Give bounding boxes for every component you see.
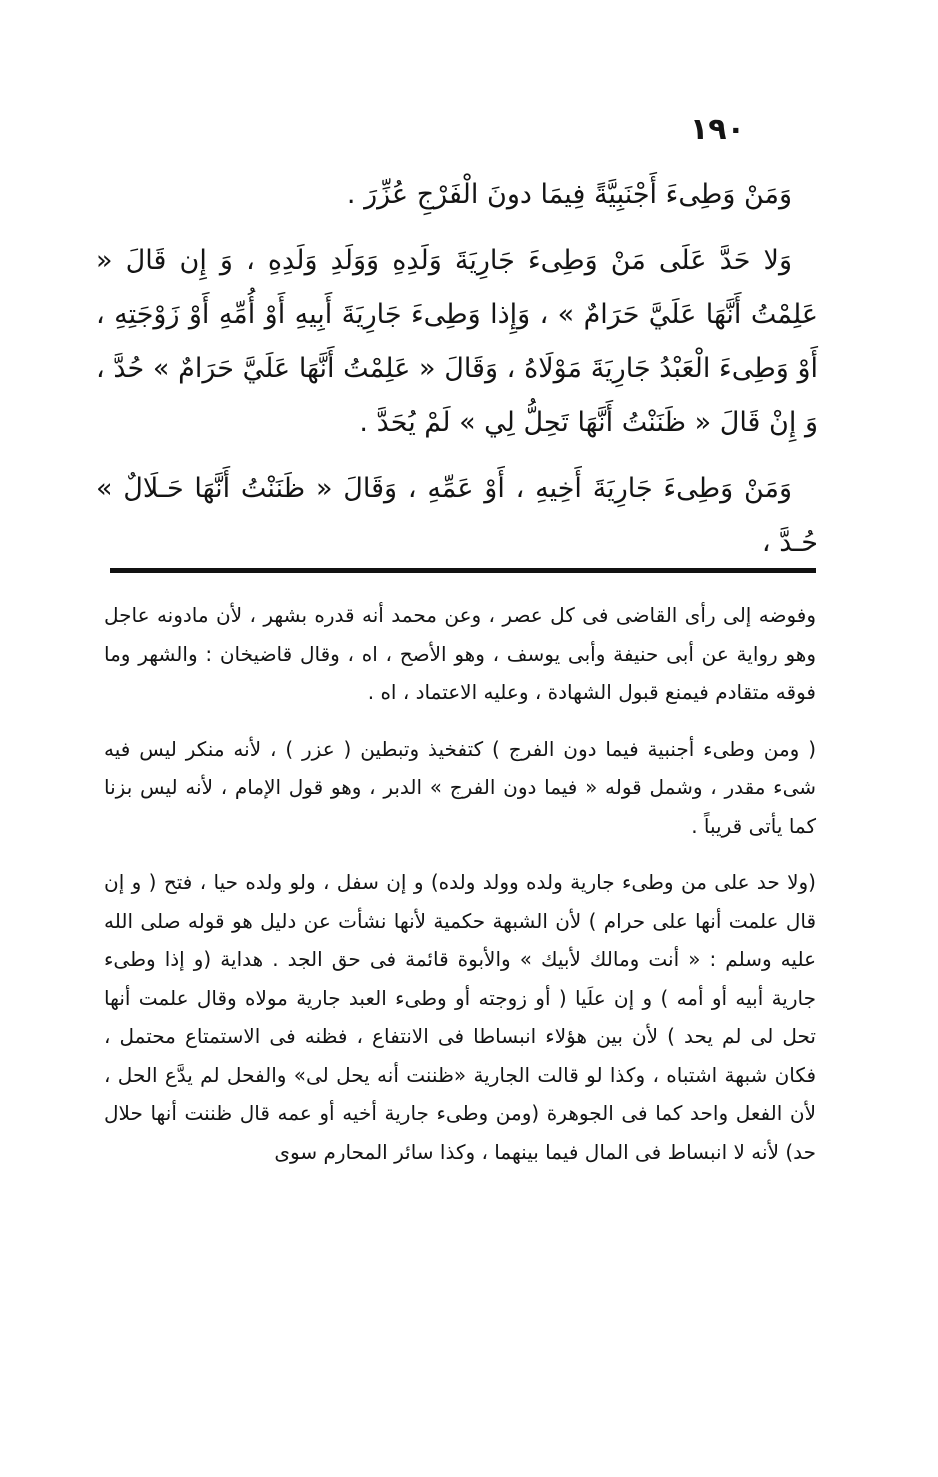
main-paragraph: وَمَنْ وَطِىءَ جَارِيَةَ أَخِيهِ ، أَوْ عَمِّهِ ، وَقَالَ « ظَنَنْتُ أَنَّهَا حَـلَالٌ » حُـدَّ ، xyxy=(96,473,818,558)
commentary-paragraph: (ولا حد على من وطىء جارية ولده وولد ولده) و إن سفل ، ولو ولده حيا ، فتح ( و إن قال علمت أنها على حرام ) لأن الشبهة حكمية لأنها نشأت عن دليل هو قوله صلى الله عليه وسلم : « أنت ومالك لأبيك » والأبوة قائمة فى حق الجد . هداية (و إذا وطىء جارية أبيه أو أمه ) و إن علَيا ( أو زوجته أو وطىء العبد جارية مولاه وقال علمت أنها تحل لى لم يحد ) لأن بين هؤلاء انبساطا فى الانتفاع ، فظنه فى الاستمتاع محتمل ، فكان شبهة اشتباه ، وكذا لو قالت الجارية «ظننت أنه يحل لى» والفحل لم يدَّع الحل ، لأن الفعل واحد كما فى الجوهرة (ومن وطىء جارية أخيه أو عمه قال ظننت أنها حلال حد) لأنه لا انبساط فى المال فيما بينهما ، وكذا سائر المحارم سوى xyxy=(104,870,816,1164)
commentary-paragraph: وفوضه إلى رأى القاضى فى كل عصر ، وعن محمد أنه قدره بشهر ، لأن مادونه عاجل وهو رواية عن أبى حنيفة وأبى يوسف ، وهو الأصح ، اه ، وقال قاضيخان : والشهر وما فوقه متقادم فيمنع قبول الشهادة ، وعليه الاعتماد ، اه . xyxy=(104,603,816,704)
section-divider xyxy=(110,568,816,573)
main-text xyxy=(96,168,818,582)
main-paragraph: وَلا حَدَّ عَلَى مَنْ وَطِىءَ جَارِيَةَ وَلَدِهِ وَوَلَدِ وَلَدِهِ ، وَ إِن قَالَ « عَلِمْتُ أَنَّهَا عَلَيَّ حَرَامٌ » ، وَإِذا وَطِىءَ جَارِيَةَ أَبِيهِ أَوْ أُمِّهِ أَوْ زَوْجَتِهِ ، أَوْ وَطِىءَ الْعَبْدُ جَارِيَةَ مَوْلَاهُ ، وَقَالَ « عَلِمْتُ أَنَّهَا عَلَيَّ حَرَامٌ » حُدَّ ، وَ إِنْ قَالَ « ظَنَنْتُ أَنَّهَا تَحِلُّ لِي » لَمْ يُحَدَّ . xyxy=(96,245,818,438)
main-paragraph: وَمَنْ وَطِىءَ أَجْنَبِيَّةً فِيمَا دونَ الْفَرْجِ عُزِّرَ . xyxy=(346,179,792,210)
commentary-paragraph: ( ومن وطىء أجنبية فيما دون الفرج ) كتفخيذ وتبطين ( عزر ) ، لأنه منكر ليس فيه شىء مقدر ، وشمل قوله « فيما دون الفرج » الدبر ، وهو قول الإمام ، لأنه ليس بزنا كما يأتى قريباً . xyxy=(104,736,816,838)
commentary-text xyxy=(104,596,816,1189)
page-number: ١٩٠ xyxy=(690,112,745,147)
